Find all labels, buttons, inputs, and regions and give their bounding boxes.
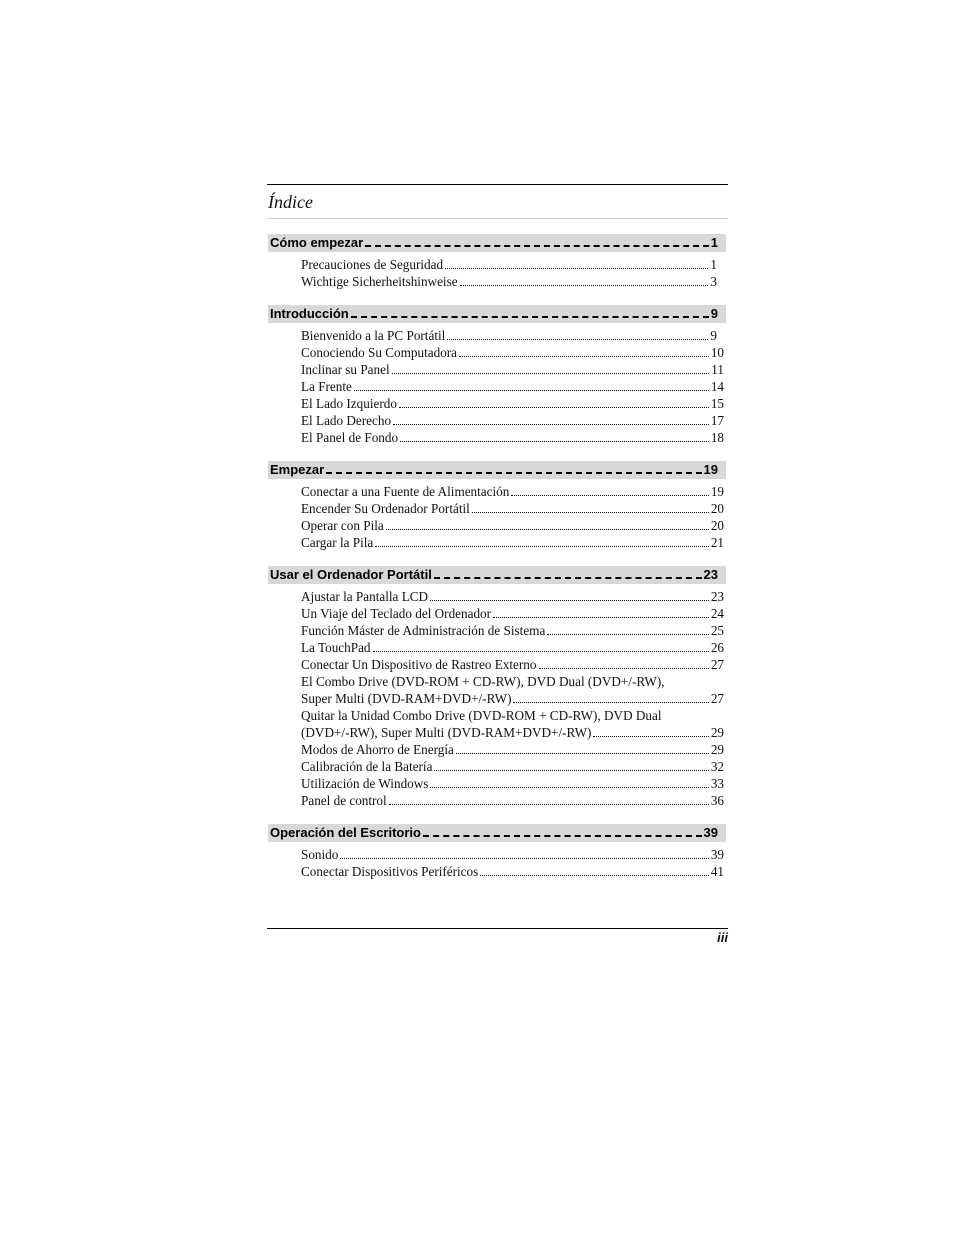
entry-title: (DVD+/-RW), Super Multi (DVD-RAM+DVD+/-RW) bbox=[301, 725, 592, 740]
entry-page: 10 bbox=[710, 345, 724, 360]
toc-entry[interactable] bbox=[301, 775, 724, 792]
entry-title: Conectar a una Fuente de Alimentación bbox=[301, 484, 510, 499]
entry-page: 27 bbox=[710, 691, 724, 706]
entry-title: Panel de control bbox=[301, 793, 387, 808]
entry-page: 18 bbox=[710, 430, 724, 445]
toc-entry[interactable] bbox=[301, 517, 724, 534]
toc-entry[interactable] bbox=[301, 741, 724, 758]
toc-section-introduccion bbox=[268, 305, 726, 446]
leader-dots bbox=[547, 624, 709, 635]
toc-entry[interactable] bbox=[301, 622, 724, 639]
section-heading-title: Operación del Escritorio bbox=[270, 825, 421, 840]
toc-entry[interactable] bbox=[301, 656, 724, 673]
leader-dots bbox=[460, 275, 709, 286]
toc-section-como-empezar bbox=[268, 234, 726, 290]
leader-dashes bbox=[326, 463, 701, 474]
section-page-number: 39 bbox=[703, 825, 718, 840]
entry-page: 29 bbox=[710, 742, 724, 757]
entry-title: Inclinar su Panel bbox=[301, 362, 390, 377]
entry-title: Precauciones de Seguridad bbox=[301, 257, 444, 272]
toc-entry[interactable] bbox=[301, 483, 724, 500]
toc-entry-wrapped-line[interactable] bbox=[301, 673, 724, 690]
leader-dots bbox=[400, 431, 709, 442]
toc-entry[interactable] bbox=[301, 588, 724, 605]
leader-dots bbox=[472, 502, 709, 513]
entry-title: Ajustar la Pantalla LCD bbox=[301, 589, 429, 604]
entry-title: Función Máster de Administración de Sistema bbox=[301, 623, 546, 638]
entry-title: Conectar Dispositivos Periféricos bbox=[301, 864, 479, 879]
toc-entry[interactable] bbox=[301, 758, 724, 775]
toc-entry[interactable] bbox=[301, 412, 724, 429]
leader-dots bbox=[430, 590, 709, 601]
entry-page: 9 bbox=[710, 328, 717, 343]
entry-page: 1 bbox=[710, 257, 717, 272]
page-folio: iii bbox=[717, 930, 728, 945]
leader-dots bbox=[493, 607, 709, 618]
entry-title: Modos de Ahorro de Energía bbox=[301, 742, 454, 757]
leader-dashes bbox=[365, 236, 709, 247]
leader-dots bbox=[340, 848, 708, 859]
leader-dots bbox=[389, 794, 709, 805]
top-rule bbox=[267, 184, 728, 185]
toc-entry[interactable] bbox=[301, 344, 724, 361]
title-underline bbox=[267, 218, 728, 219]
toc-entry[interactable] bbox=[301, 273, 717, 290]
toc-entry[interactable] bbox=[301, 846, 724, 863]
toc-entry[interactable] bbox=[301, 429, 724, 446]
section-heading-title: Introducción bbox=[270, 306, 349, 321]
section-page-number: 1 bbox=[710, 235, 718, 250]
entry-page: 32 bbox=[710, 759, 724, 774]
toc-entry[interactable] bbox=[301, 534, 724, 551]
entry-page: 19 bbox=[710, 484, 724, 499]
leader-dots bbox=[445, 258, 708, 269]
entry-page: 29 bbox=[710, 725, 724, 740]
toc-entry[interactable] bbox=[301, 605, 724, 622]
entry-page: 11 bbox=[711, 362, 724, 377]
entry-title: Un Viaje del Teclado del Ordenador bbox=[301, 606, 492, 621]
toc-entry-wrapped-line[interactable] bbox=[301, 707, 724, 724]
section-heading[interactable] bbox=[268, 461, 726, 479]
entry-page: 15 bbox=[710, 396, 724, 411]
entry-title: El Lado Derecho bbox=[301, 413, 392, 428]
entry-page: 39 bbox=[710, 847, 724, 862]
toc-entry[interactable] bbox=[301, 378, 724, 395]
entry-title: La Frente bbox=[301, 379, 352, 394]
entry-title: El Panel de Fondo bbox=[301, 430, 399, 445]
page-title: Índice bbox=[268, 192, 313, 212]
entry-title: Calibración de la Batería bbox=[301, 759, 433, 774]
entry-page: 25 bbox=[710, 623, 724, 638]
entry-page: 23 bbox=[710, 589, 724, 604]
entry-page: 41 bbox=[710, 864, 724, 879]
entry-page: 24 bbox=[710, 606, 724, 621]
table-of-contents bbox=[268, 234, 726, 895]
entry-page: 26 bbox=[710, 640, 724, 655]
entry-title: Conociendo Su Computadora bbox=[301, 345, 458, 360]
leader-dashes bbox=[351, 307, 709, 318]
entry-title: Wichtige Sicherheitshinweise bbox=[301, 274, 458, 289]
entry-page: 27 bbox=[710, 657, 724, 672]
toc-section-empezar bbox=[268, 461, 726, 551]
toc-entry[interactable] bbox=[301, 690, 724, 707]
entry-page: 20 bbox=[710, 518, 724, 533]
section-heading[interactable] bbox=[268, 566, 726, 584]
toc-entry[interactable] bbox=[301, 361, 724, 378]
leader-dots bbox=[354, 380, 709, 391]
entry-page: 14 bbox=[710, 379, 724, 394]
toc-entry[interactable] bbox=[301, 792, 724, 809]
leader-dots bbox=[447, 329, 708, 340]
section-page-number: 9 bbox=[710, 306, 718, 321]
leader-dots bbox=[511, 485, 708, 496]
entry-page: 36 bbox=[710, 793, 724, 808]
entry-title: Operar con Pila bbox=[301, 518, 384, 533]
toc-entry[interactable] bbox=[301, 639, 724, 656]
entry-title-line1: El Combo Drive (DVD-ROM + CD-RW), DVD Dual (DVD+/-RW), bbox=[301, 674, 665, 689]
leader-dots bbox=[434, 760, 708, 771]
section-heading-title: Usar el Ordenador Portátil bbox=[270, 567, 432, 582]
toc-entry[interactable] bbox=[301, 863, 724, 880]
leader-dots bbox=[392, 363, 710, 374]
toc-entry[interactable] bbox=[301, 395, 724, 412]
entry-title: Super Multi (DVD-RAM+DVD+/-RW) bbox=[301, 691, 512, 706]
leader-dots bbox=[539, 658, 709, 669]
section-heading[interactable] bbox=[268, 234, 726, 252]
leader-dots bbox=[593, 726, 708, 737]
section-page-number: 23 bbox=[703, 567, 718, 582]
toc-entry[interactable] bbox=[301, 724, 724, 741]
entry-page: 3 bbox=[710, 274, 717, 289]
entry-title: Sonido bbox=[301, 847, 339, 862]
leader-dashes bbox=[423, 826, 702, 837]
leader-dots bbox=[375, 536, 709, 547]
toc-entry[interactable] bbox=[301, 256, 717, 273]
leader-dots bbox=[480, 865, 709, 876]
entry-page: 17 bbox=[710, 413, 724, 428]
entry-title: Encender Su Ordenador Portátil bbox=[301, 501, 470, 516]
bottom-rule bbox=[267, 928, 728, 929]
toc-entry[interactable] bbox=[301, 500, 724, 517]
section-page-number: 19 bbox=[703, 462, 718, 477]
section-heading-title: Empezar bbox=[270, 462, 325, 477]
entry-title: Bienvenido a la PC Portátil bbox=[301, 328, 446, 343]
leader-dots bbox=[373, 641, 709, 652]
entry-page: 33 bbox=[710, 776, 724, 791]
entry-title-line1: Quitar la Unidad Combo Drive (DVD-ROM + CD-RW), DVD Dual bbox=[301, 708, 662, 723]
leader-dashes bbox=[434, 568, 702, 579]
leader-dots bbox=[459, 346, 709, 357]
leader-dots bbox=[430, 777, 708, 788]
section-heading-title: Cómo empezar bbox=[270, 235, 364, 250]
leader-dots bbox=[399, 397, 709, 408]
section-heading[interactable] bbox=[268, 824, 726, 842]
leader-dots bbox=[386, 519, 709, 530]
toc-entry[interactable] bbox=[301, 327, 717, 344]
toc-section-operacion-del-escritorio bbox=[268, 824, 726, 880]
toc-section-usar-el-ordenador bbox=[268, 566, 726, 809]
section-heading[interactable] bbox=[268, 305, 726, 323]
entry-title: El Lado Izquierdo bbox=[301, 396, 397, 411]
leader-dots bbox=[456, 743, 709, 754]
entry-page: 21 bbox=[710, 535, 724, 550]
entry-title: Utilización de Windows bbox=[301, 776, 429, 791]
leader-dots bbox=[393, 414, 709, 425]
entry-title: Cargar la Pila bbox=[301, 535, 374, 550]
entry-title: Conectar Un Dispositivo de Rastreo Externo bbox=[301, 657, 537, 672]
leader-dots bbox=[513, 692, 708, 703]
entry-page: 20 bbox=[710, 501, 724, 516]
entry-title: La TouchPad bbox=[301, 640, 371, 655]
